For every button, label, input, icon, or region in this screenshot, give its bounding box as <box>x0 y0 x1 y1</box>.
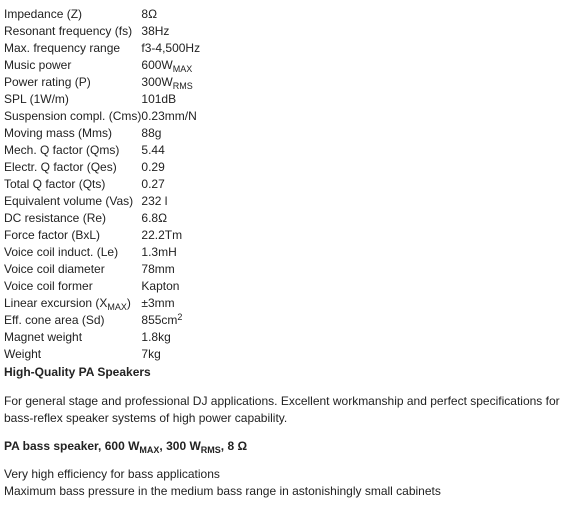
spec-value-text: 1.8kg <box>141 330 171 344</box>
spec-value-text: 22.2Tm <box>141 228 183 242</box>
spec-row <box>4 142 200 159</box>
spec-label-subscript: MAX <box>107 302 127 312</box>
spec-value-text: 300W <box>141 75 173 89</box>
spec-row <box>4 210 200 227</box>
spec-label-text: Weight <box>4 347 42 361</box>
spec-value-text: 0.23mm/N <box>141 109 197 123</box>
spec-value <box>141 312 200 329</box>
subheading-subscript: RMS <box>200 445 221 455</box>
spec-value <box>141 159 200 176</box>
spec-value <box>141 74 200 91</box>
spec-row <box>4 6 200 23</box>
spec-label-text: Total Q factor (Qts) <box>4 177 106 191</box>
spec-value <box>141 346 200 363</box>
spec-row <box>4 176 200 193</box>
spec-label-text: Equivalent volume (Vas) <box>4 194 134 208</box>
spec-label <box>4 6 141 23</box>
spec-value <box>141 278 200 295</box>
spec-label <box>4 176 141 193</box>
spec-label <box>4 244 141 261</box>
spec-value-text: 88g <box>141 126 162 140</box>
spec-label-text: Voice coil former <box>4 279 93 293</box>
spec-label-text: Music power <box>4 58 72 72</box>
spec-value-text: Kapton <box>141 279 180 293</box>
spec-label-text: Impedance (Z) <box>4 7 83 21</box>
spec-label-text: Max. frequency range <box>4 41 121 55</box>
spec-value-text: 38Hz <box>141 24 170 38</box>
spec-label <box>4 295 141 312</box>
spec-label-text: Resonant frequency (fs) <box>4 24 133 38</box>
spec-value <box>141 23 200 40</box>
spec-table <box>4 6 200 363</box>
spec-label-text: Magnet weight <box>4 330 83 344</box>
spec-value-superscript: 2 <box>177 312 183 322</box>
spec-row <box>4 329 200 346</box>
spec-row <box>4 227 200 244</box>
spec-label <box>4 108 141 125</box>
spec-value-text: 600W <box>141 58 173 72</box>
spec-label <box>4 312 141 329</box>
spec-row <box>4 278 200 295</box>
spec-label <box>4 74 141 91</box>
spec-value <box>141 40 200 57</box>
spec-row <box>4 91 200 108</box>
feature-lines <box>4 466 575 500</box>
spec-label <box>4 142 141 159</box>
spec-label-text: Electr. Q factor (Qes) <box>4 160 117 174</box>
spec-label-text: Eff. cone area (Sd) <box>4 313 105 327</box>
spec-label-text: Mech. Q factor (Qms) <box>4 143 120 157</box>
spec-row <box>4 57 200 74</box>
subheading-part: , 8 Ω <box>220 439 248 453</box>
spec-value <box>141 91 200 108</box>
spec-label-text: Moving mass (Mms) <box>4 126 113 140</box>
spec-label-text: Voice coil diameter <box>4 262 105 276</box>
spec-label-text: SPL (1W/m) <box>4 92 69 106</box>
spec-table-body <box>4 6 200 363</box>
spec-label <box>4 193 141 210</box>
spec-row <box>4 261 200 278</box>
spec-value <box>141 329 200 346</box>
spec-label <box>4 278 141 295</box>
spec-row <box>4 193 200 210</box>
spec-value <box>141 210 200 227</box>
spec-value-text: 101dB <box>141 92 177 106</box>
spec-label <box>4 159 141 176</box>
spec-value <box>141 57 200 74</box>
spec-value <box>141 142 200 159</box>
spec-value-text: 8Ω <box>141 7 158 21</box>
spec-value <box>141 108 200 125</box>
spec-row <box>4 312 200 329</box>
spec-label-text: Power rating (P) <box>4 75 91 89</box>
spec-label <box>4 125 141 142</box>
spec-value <box>141 125 200 142</box>
spec-value-text: 78mm <box>141 262 175 276</box>
spec-value-text: 0.27 <box>141 177 165 191</box>
spec-label-text: Linear excursion (X <box>4 296 108 310</box>
spec-value-text: f3-4,500Hz <box>141 41 201 55</box>
spec-row <box>4 159 200 176</box>
spec-label-text: Force factor (BxL) <box>4 228 101 242</box>
spec-value <box>141 6 200 23</box>
spec-label-text: Voice coil induct. (Le) <box>4 245 119 259</box>
spec-label-text: ) <box>126 296 131 310</box>
subheading-subscript: MAX <box>139 445 160 455</box>
spec-row <box>4 23 200 40</box>
spec-row <box>4 108 200 125</box>
spec-row <box>4 295 200 312</box>
spec-row <box>4 74 200 91</box>
spec-value-text: ±3mm <box>141 296 175 310</box>
spec-row <box>4 40 200 57</box>
spec-row <box>4 125 200 142</box>
spec-label <box>4 261 141 278</box>
spec-row <box>4 346 200 363</box>
spec-value <box>141 261 200 278</box>
spec-label <box>4 210 141 227</box>
spec-value-text: 5.44 <box>141 143 165 157</box>
spec-value-subscript: MAX <box>172 64 193 74</box>
spec-value-text: 6.8Ω <box>141 211 168 225</box>
spec-value <box>141 295 200 312</box>
spec-value <box>141 193 200 210</box>
description-paragraph: For general stage and professional DJ applications. Excellent workmanship and perfect specifications for bass-reflex speaker systems of high power capability. <box>4 394 560 425</box>
spec-value-text: 1.3mH <box>141 245 177 259</box>
spec-value <box>141 176 200 193</box>
product-subheading <box>4 438 575 455</box>
spec-value <box>141 227 200 244</box>
spec-row <box>4 244 200 261</box>
spec-label <box>4 57 141 74</box>
subheading-part: PA bass speaker, 600 W <box>4 439 140 453</box>
spec-value-text: 0.29 <box>141 160 165 174</box>
spec-value-text: 855cm <box>141 313 178 327</box>
spec-label <box>4 227 141 244</box>
spec-label-text: DC resistance (Re) <box>4 211 107 225</box>
spec-value-text: 7kg <box>141 347 161 361</box>
feature-line: Maximum bass pressure in the medium bass range in astonishingly small cabinets <box>4 484 441 498</box>
spec-value-subscript: RMS <box>172 81 193 91</box>
spec-label-text: Suspension compl. (Cms) <box>4 109 142 123</box>
spec-label <box>4 40 141 57</box>
subheading-part: , 300 W <box>159 439 201 453</box>
spec-label <box>4 329 141 346</box>
spec-label <box>4 91 141 108</box>
feature-line: Very high efficiency for bass applications <box>4 467 220 481</box>
spec-label <box>4 23 141 40</box>
section-heading: High-Quality PA Speakers <box>4 365 151 379</box>
spec-value-text: 232 l <box>141 194 168 208</box>
spec-value <box>141 244 200 261</box>
spec-label <box>4 346 141 363</box>
